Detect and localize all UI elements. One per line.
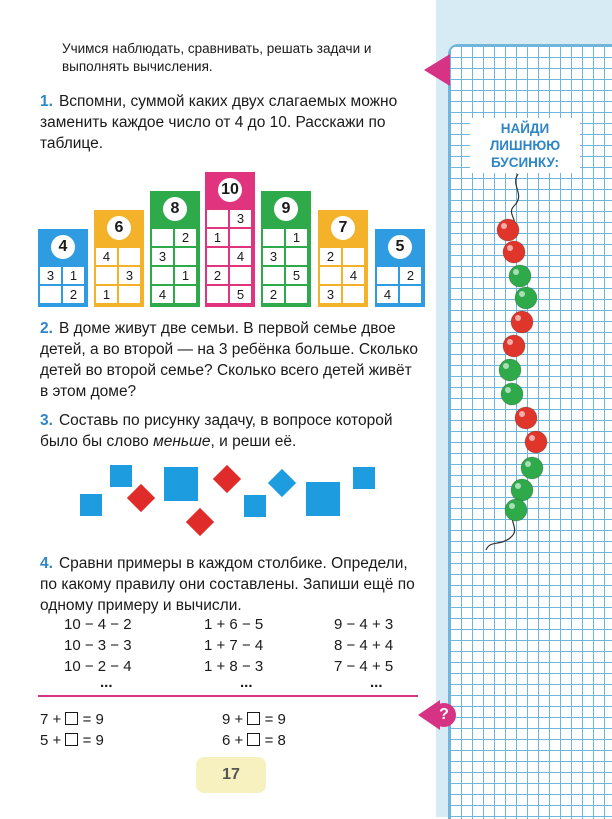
green-bead	[521, 457, 543, 479]
house-cell	[119, 286, 140, 303]
house-cell	[377, 267, 398, 284]
house-cell	[400, 286, 421, 303]
blank-box[interactable]	[247, 733, 260, 746]
red-diamond	[186, 508, 214, 536]
house-cell: 3	[119, 267, 140, 284]
divider-line	[38, 695, 418, 697]
small-blue-square	[244, 495, 266, 517]
bead-highlight	[503, 363, 509, 369]
question-mark-icon: ?	[432, 703, 456, 727]
house-number: 5	[388, 235, 412, 259]
green-bead	[509, 265, 531, 287]
small-blue-square	[353, 467, 375, 489]
house-cell	[230, 229, 251, 246]
red-bead	[503, 335, 525, 357]
red-bead	[525, 431, 547, 453]
equation-left: 5 +	[40, 732, 62, 749]
house-cell: 5	[286, 267, 307, 284]
blank-box[interactable]	[65, 712, 78, 725]
small-blue-square	[110, 465, 132, 487]
blank-box[interactable]	[247, 712, 260, 725]
ellipsis: ...	[100, 674, 113, 691]
question-pointer	[418, 700, 452, 730]
house-cell: 3	[152, 248, 173, 265]
bead-highlight	[505, 387, 511, 393]
large-blue-square	[164, 467, 198, 501]
hint-label: НАЙДИ ЛИШНЮЮ БУСИНКУ:	[470, 118, 580, 173]
task-1-number: 1.	[40, 93, 53, 110]
bead-highlight	[529, 435, 535, 441]
number-house-9	[261, 191, 311, 307]
example-expression: 1 + 8 − 3	[204, 658, 264, 675]
red-bead	[511, 311, 533, 333]
task-1	[40, 91, 422, 154]
blue-diamond	[268, 469, 296, 497]
house-cell: 1	[207, 229, 228, 246]
house-cell	[207, 210, 228, 227]
house-cell: 4	[96, 248, 117, 265]
house-cell: 1	[63, 267, 84, 284]
bead-string	[470, 172, 570, 552]
house-cell	[40, 286, 61, 303]
example-expression: 9 − 4 + 3	[334, 616, 394, 633]
bead-highlight	[507, 339, 513, 345]
house-cell: 3	[40, 267, 61, 284]
task-3-text-a: Составь по рисунку задачу, в вопросе которой было бы слово	[40, 412, 393, 450]
bead-highlight	[525, 461, 531, 467]
equation-right: = 9	[82, 711, 104, 728]
house-cell: 2	[320, 248, 341, 265]
bead-highlight	[509, 503, 515, 509]
bead-highlight	[507, 245, 513, 251]
house-cell	[207, 286, 228, 303]
house-cell: 4	[377, 286, 398, 303]
house-cell: 4	[230, 248, 251, 265]
task-4	[40, 553, 422, 616]
equation-left: 7 +	[40, 711, 62, 728]
red-bead	[515, 407, 537, 429]
beads	[497, 219, 547, 521]
house-cell: 2	[400, 267, 421, 284]
task-3-emphasis: меньше	[153, 433, 211, 450]
house-cell: 5	[230, 286, 251, 303]
house-cell: 2	[175, 229, 196, 246]
red-diamond	[213, 465, 241, 493]
task-2-text: В доме живут две семьи. В первой семье двое детей, а во второй — на 3 ребёнка больше. Сколько детей во второй семье? Сколько всего детей живёт в этом доме?	[40, 320, 418, 400]
number-house-7	[318, 210, 368, 307]
example-expression: 10 − 3 − 3	[64, 637, 132, 654]
number-house-10	[205, 172, 255, 307]
house-cell	[286, 248, 307, 265]
house-cell: 1	[175, 267, 196, 284]
house-cell: 3	[320, 286, 341, 303]
house-cell: 1	[286, 229, 307, 246]
house-number: 9	[274, 197, 298, 221]
equation	[40, 730, 104, 751]
house-cell	[286, 286, 307, 303]
house-cell	[175, 248, 196, 265]
house-cell: 3	[230, 210, 251, 227]
equation-left: 6 +	[222, 732, 244, 749]
green-bead	[511, 479, 533, 501]
page-number: 17	[196, 757, 266, 793]
small-blue-square	[80, 494, 102, 516]
equation-left: 9 +	[222, 711, 244, 728]
number-house-5	[375, 229, 425, 307]
task-1-text: Вспомни, суммой каких двух слагаемых можно заменить каждое число от 4 до 10. Расскажи по таблице.	[40, 93, 398, 152]
house-cell	[152, 229, 173, 246]
house-cell	[263, 267, 284, 284]
bead-highlight	[519, 291, 525, 297]
equation	[222, 730, 286, 751]
pink-pointer-arrow-icon	[424, 54, 450, 86]
bead-highlight	[515, 315, 521, 321]
equation-right: = 9	[264, 711, 286, 728]
house-cell	[263, 229, 284, 246]
red-diamond	[127, 484, 155, 512]
house-number: 7	[331, 216, 355, 240]
house-cell	[343, 248, 364, 265]
task-2	[40, 318, 422, 402]
red-bead	[503, 241, 525, 263]
task-3-text-b: , и реши её.	[210, 433, 297, 450]
house-cell	[175, 286, 196, 303]
green-bead	[499, 359, 521, 381]
example-expression: 1 + 7 − 4	[204, 637, 264, 654]
house-cell	[207, 248, 228, 265]
equation-right: = 8	[264, 732, 286, 749]
bead-highlight	[501, 223, 507, 229]
example-expression: 1 + 6 − 5	[204, 616, 264, 633]
house-cell	[320, 267, 341, 284]
number-house-6	[94, 210, 144, 307]
equation-right: = 9	[82, 732, 104, 749]
number-house-4	[38, 229, 88, 307]
equation	[222, 709, 286, 730]
house-number: 4	[51, 235, 75, 259]
equation	[40, 709, 104, 730]
house-cell: 3	[263, 248, 284, 265]
ellipsis: ...	[370, 674, 383, 691]
intro-text: Учимся наблюдать, сравнивать, решать задачи и выполнять вычисления.	[62, 41, 372, 74]
house-number: 6	[107, 216, 131, 240]
house-cell: 2	[63, 286, 84, 303]
ellipsis: ...	[240, 674, 253, 691]
house-cell: 1	[96, 286, 117, 303]
example-expression: 8 − 4 + 4	[334, 637, 394, 654]
green-bead	[501, 383, 523, 405]
house-cell	[343, 286, 364, 303]
house-cell	[152, 267, 173, 284]
green-bead	[505, 499, 527, 521]
task-2-number: 2.	[40, 320, 53, 337]
example-expression: 7 − 4 + 5	[334, 658, 394, 675]
task-3	[40, 410, 422, 452]
bead-highlight	[515, 483, 521, 489]
green-bead	[515, 287, 537, 309]
red-bead	[497, 219, 519, 241]
house-cell	[96, 267, 117, 284]
house-cell: 2	[263, 286, 284, 303]
example-expression: 10 − 4 − 2	[64, 616, 132, 633]
blank-box[interactable]	[65, 733, 78, 746]
house-cell	[119, 248, 140, 265]
task-3-number: 3.	[40, 412, 53, 429]
house-number: 8	[163, 197, 187, 221]
number-house-8	[150, 191, 200, 307]
house-number: 10	[218, 178, 242, 202]
example-expression: 10 − 2 − 4	[64, 658, 132, 675]
bead-highlight	[513, 269, 519, 275]
task-4-text: Сравни примеры в каждом столбике. Определи, по какому правилу они составлены. Запиши ещё по одному примеру и вычисли.	[40, 555, 415, 614]
task-4-number: 4.	[40, 555, 53, 572]
house-cell	[230, 267, 251, 284]
house-cell: 4	[343, 267, 364, 284]
bead-highlight	[519, 411, 525, 417]
house-cell: 2	[207, 267, 228, 284]
house-cell: 4	[152, 286, 173, 303]
large-blue-square	[306, 482, 340, 516]
